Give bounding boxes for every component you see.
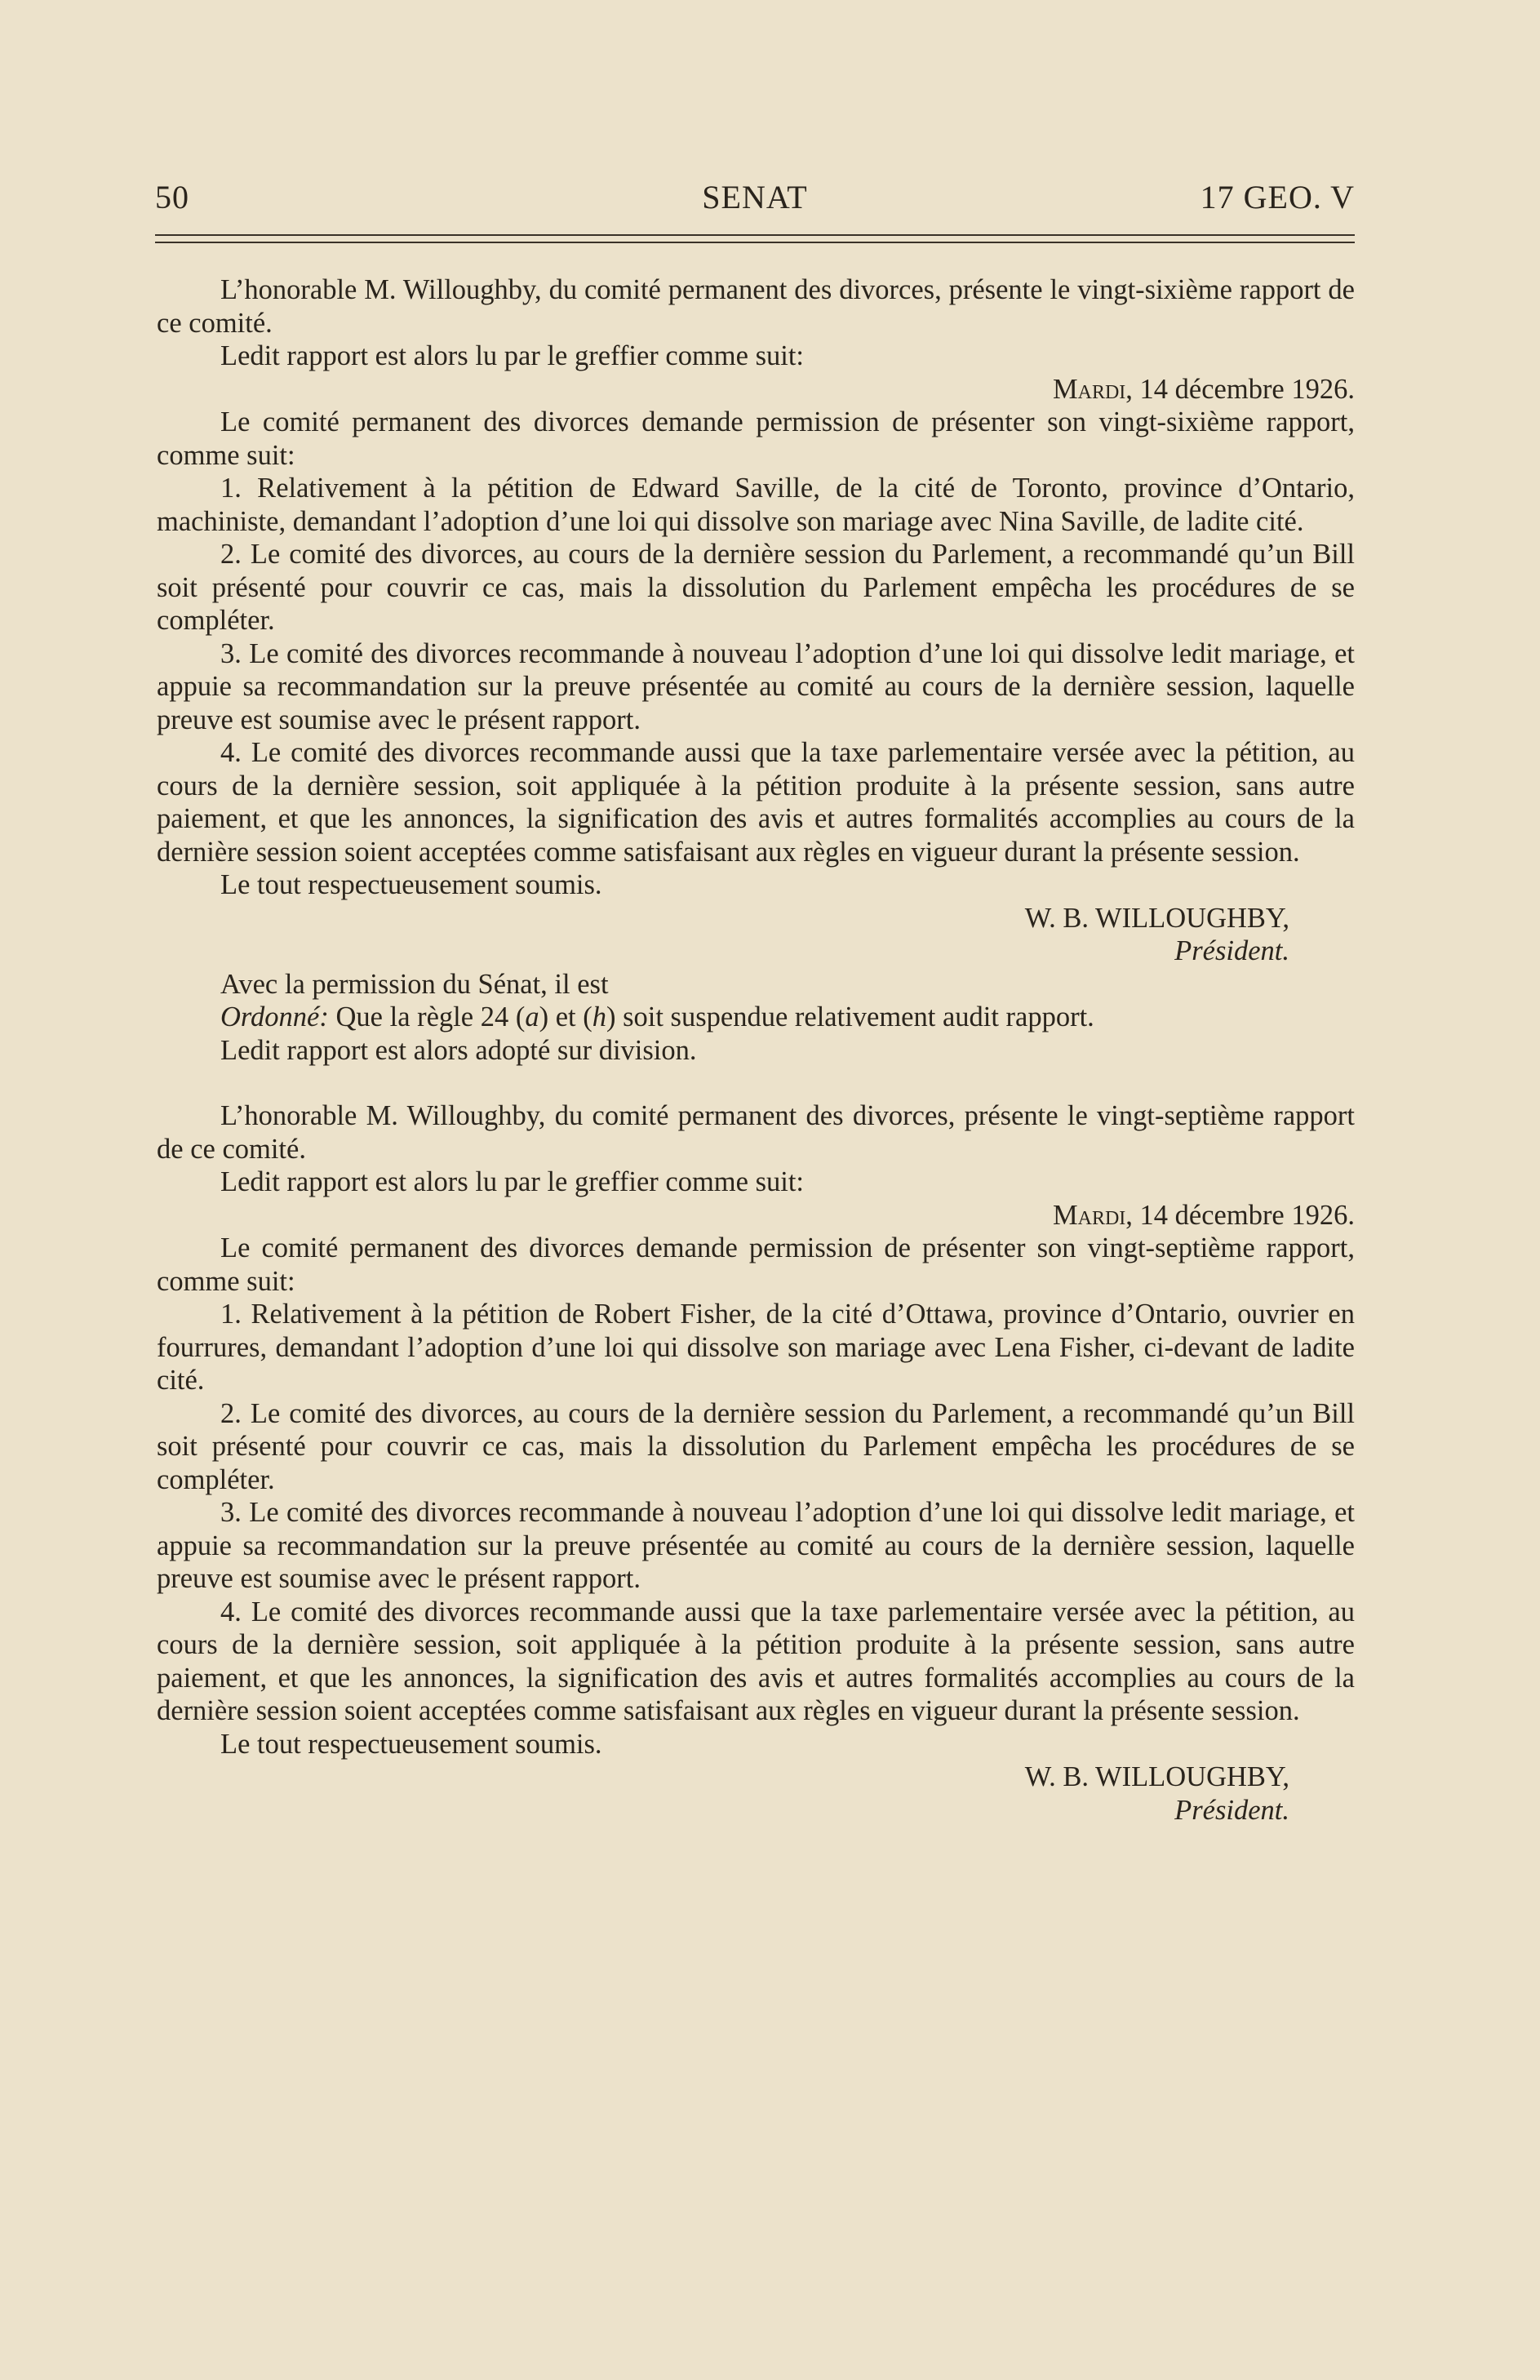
report1-item-3: 3. Le comité des divorces recommande à nouveau l’adoption d’une loi qui dissolve ledit mariage, et appuie sa recommandation sur la preuve présentée au comité au cours de la dernière session, laquelle preuve est soumise avec le présent rapport. [157,637,1355,735]
header-rule-bottom [155,242,1355,243]
order-rule-a: a [525,1001,539,1032]
report2-read: Ledit rapport est alors lu par le greffier comme suit: [220,1166,804,1197]
report2-opening: Le comité permanent des divorces demande permission de présenter son vingt-septième rapport, comme suit: [157,1232,1355,1297]
order-text-mid: ) et ( [539,1001,592,1032]
report1-order [157,1001,1355,1034]
page-title: SENAT [702,179,808,215]
regnal-year: 17 GEO. V [1200,179,1355,215]
report2-signature: W. B. WILLOUGHBY, [1024,1761,1289,1792]
order-text-post: ) soit suspendue relativement audit rapport. [606,1001,1094,1032]
header-rule-top [155,234,1355,236]
order-label: Ordonné: [220,1001,329,1032]
report1-date [157,373,1355,406]
report1-read: Ledit rapport est alors lu par le greffier comme suit: [220,340,804,371]
order-text-pre: Que la règle 24 ( [328,1001,526,1032]
report1-signature: W. B. WILLOUGHBY, [1024,902,1289,934]
report2-date-day: Mardi [1052,1199,1126,1231]
report2-item-2: 2. Le comité des divorces, au cours de la dernière session du Parlement, a recommandé qu’un Bill soit présenté pour couvrir ce cas, mais la dissolution du Parlement empêcha les procédures de se compléter. [157,1397,1355,1495]
order-rule-h: h [592,1001,606,1032]
report1-permission: Avec la permission du Sénat, il est [220,968,609,1000]
report1-item-4: 4. Le comité des divorces recommande aussi que la taxe parlementaire versée avec la pétition, au cours de la dernière session, soit appliquée à la pétition produite à la présente session, sans autre paiement, et que les annonces, la signification des avis et autres formalités accomplies au cours de la dernière session soient acceptées comme satisfaisant aux règles en vigueur durant la présente session. [157,737,1355,868]
report2-signature-title: Président. [1174,1794,1289,1826]
report1-intro: L’honorable M. Willoughby, du comité permanent des divorces, présente le vingt-sixième rapport de ce comité. [157,274,1355,339]
report1-date-rest: , 14 décembre 1926. [1125,373,1355,405]
report2-item-4: 4. Le comité des divorces recommande aussi que la taxe parlementaire versée avec la pétition, au cours de la dernière session, soit appliquée à la pétition produite à la présente session, sans autre paiement, et que les annonces, la signification des avis et autres formalités accomplies au cours de la dernière session soient acceptées comme satisfaisant aux règles en vigueur durant la présente session. [157,1596,1355,1726]
report2-date-rest: , 14 décembre 1926. [1125,1199,1355,1231]
report1-closing: Le tout respectueusement soumis. [220,869,602,900]
report2-item-3: 3. Le comité des divorces recommande à nouveau l’adoption d’une loi qui dissolve ledit mariage, et appuie sa recommandation sur la preuve présentée au comité au cours de la dernière session, laquelle preuve est soumise avec le présent rapport. [157,1497,1355,1594]
report1-item-1: 1. Relativement à la pétition de Edward Saville, de la cité de Toronto, province d’Ontario, machiniste, demandant l’adoption d’une loi qui dissolve son mariage avec Nina Saville, de ladite cité. [157,473,1355,537]
report2-item-1: 1. Relativement à la pétition de Robert Fisher, de la cité d’Ottawa, province d’Ontario, ouvrier en fourrures, demandant l’adoption d’une loi qui dissolve son mariage avec Lena Fisher, ci-devant de ladite cité. [157,1299,1355,1396]
document-body [157,273,1355,1827]
report2-closing: Le tout respectueusement soumis. [220,1728,602,1760]
page-number: 50 [155,179,189,215]
running-header [155,173,1355,222]
report2-date [157,1199,1355,1232]
report1-item-2: 2. Le comité des divorces, au cours de la dernière session du Parlement, a recommandé qu’un Bill soit présenté pour couvrir ce cas, mais la dissolution du Parlement empêcha les procédures de se compléter. [157,539,1355,636]
report1-date-day: Mardi [1052,373,1126,405]
report1-opening: Le comité permanent des divorces demande permission de présenter son vingt-sixième rapport, comme suit: [157,406,1355,471]
report2-intro: L’honorable M. Willoughby, du comité permanent des divorces, présente le vingt-septième rapport de ce comité. [157,1100,1355,1165]
report1-signature-title: Président. [1174,935,1289,966]
report1-adopted: Ledit rapport est alors adopté sur division. [220,1034,697,1066]
